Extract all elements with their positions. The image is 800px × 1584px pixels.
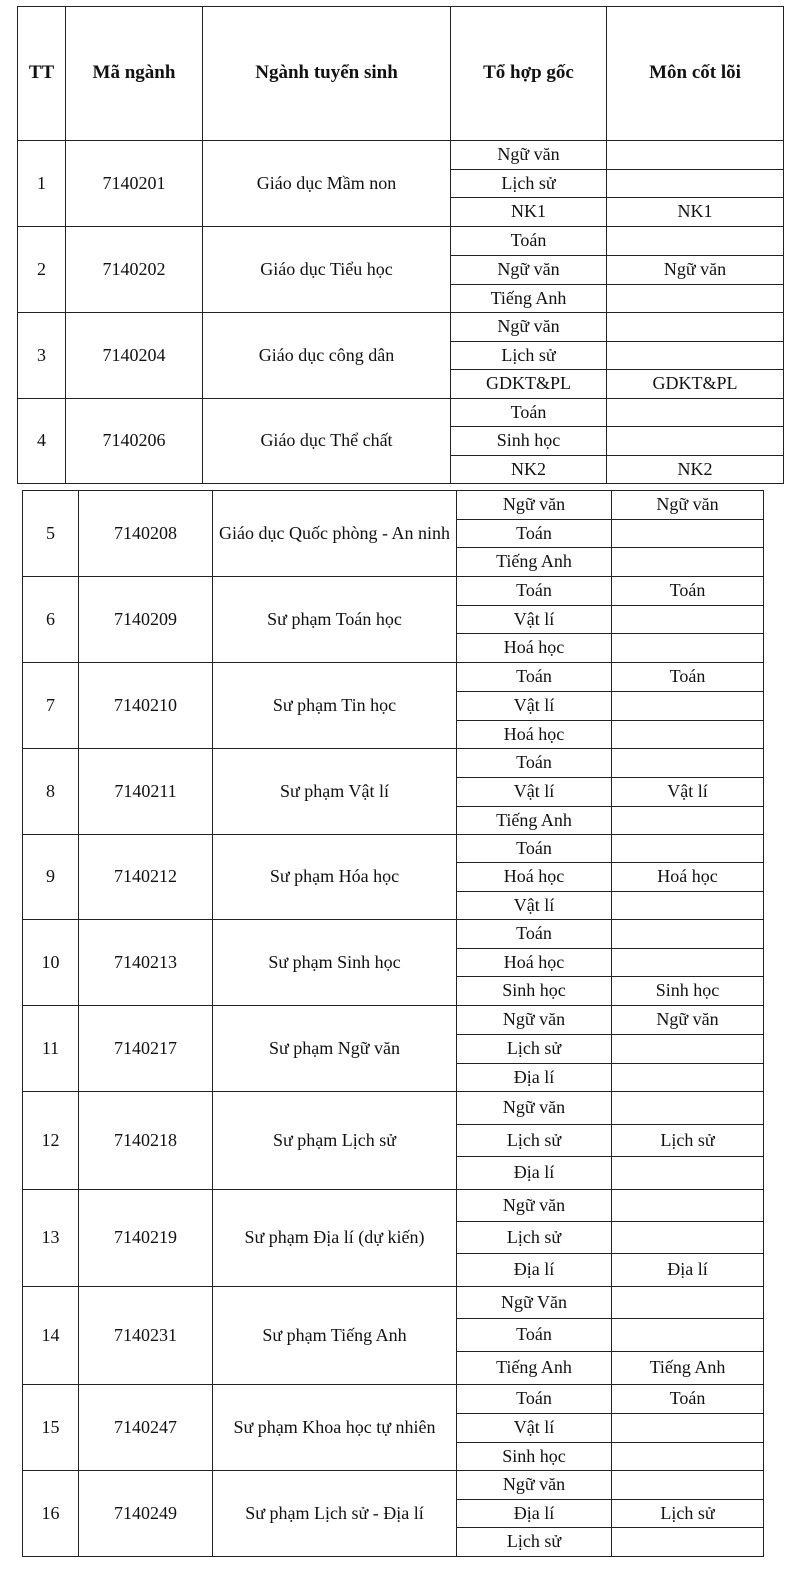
core-subject bbox=[612, 1190, 764, 1222]
table-row bbox=[23, 1287, 764, 1319]
major-name: Giáo dục Tiểu học bbox=[203, 227, 451, 313]
core-subject bbox=[612, 1287, 764, 1319]
combination-subject: Ngữ văn bbox=[451, 256, 607, 285]
major-name: Sư phạm Sinh học bbox=[213, 920, 457, 1006]
core-subject bbox=[612, 1157, 764, 1190]
header-core-subject: Môn cốt lõi bbox=[607, 7, 784, 141]
major-name: Giáo dục công dân bbox=[203, 313, 451, 399]
combination-subject: Địa lí bbox=[457, 1500, 612, 1528]
core-subject: Toán bbox=[612, 663, 764, 692]
major-name: Sư phạm Ngữ văn bbox=[213, 1006, 457, 1092]
combination-subject: Sinh học bbox=[457, 977, 612, 1006]
major-name: Sư phạm Tiếng Anh bbox=[213, 1287, 457, 1385]
admission-table-part-1 bbox=[17, 6, 784, 484]
combination-subject: Toán bbox=[457, 577, 612, 606]
major-code: 7140208 bbox=[79, 491, 213, 577]
table-row bbox=[23, 920, 764, 949]
combination-subject: Toán bbox=[451, 227, 607, 256]
combination-subject: Hoá học bbox=[457, 721, 612, 749]
combination-subject: Ngữ văn bbox=[457, 1092, 612, 1125]
core-subject: Vật lí bbox=[612, 778, 764, 807]
table-row bbox=[23, 1092, 764, 1125]
core-subject: Địa lí bbox=[612, 1254, 764, 1287]
core-subject bbox=[607, 342, 784, 370]
major-code: 7140213 bbox=[79, 920, 213, 1006]
combination-subject: Toán bbox=[457, 749, 612, 778]
combination-subject: Hoá học bbox=[457, 863, 612, 892]
combination-subject: Vật lí bbox=[457, 778, 612, 807]
major-code: 7140231 bbox=[79, 1287, 213, 1385]
combination-subject: Ngữ văn bbox=[457, 491, 612, 520]
combination-subject: Lịch sử bbox=[457, 1222, 612, 1254]
combination-subject: Vật lí bbox=[457, 606, 612, 634]
core-subject bbox=[612, 548, 764, 577]
core-subject bbox=[612, 1528, 764, 1557]
major-name: Sư phạm Toán học bbox=[213, 577, 457, 663]
core-subject bbox=[612, 721, 764, 749]
major-code: 7140218 bbox=[79, 1092, 213, 1190]
core-subject bbox=[612, 1319, 764, 1352]
core-subject: Ngữ văn bbox=[607, 256, 784, 285]
major-code: 7140204 bbox=[66, 313, 203, 399]
core-subject bbox=[612, 1035, 764, 1064]
core-subject bbox=[612, 1443, 764, 1471]
combination-subject: Ngữ văn bbox=[451, 313, 607, 342]
table-body-part-2 bbox=[23, 491, 764, 1557]
combination-subject: Lịch sử bbox=[457, 1035, 612, 1064]
combination-subject: Toán bbox=[457, 835, 612, 863]
major-name: Sư phạm Tin học bbox=[213, 663, 457, 749]
table-row bbox=[23, 835, 764, 863]
major-code: 7140219 bbox=[79, 1190, 213, 1287]
combination-subject: NK1 bbox=[451, 198, 607, 227]
combination-subject: Hoá học bbox=[457, 949, 612, 977]
core-subject bbox=[607, 427, 784, 456]
major-code: 7140209 bbox=[79, 577, 213, 663]
admission-table-part-2 bbox=[22, 490, 764, 1557]
combination-subject: Lịch sử bbox=[457, 1125, 612, 1157]
combination-subject: Tiếng Anh bbox=[457, 548, 612, 577]
combination-subject: Vật lí bbox=[457, 692, 612, 721]
major-name: Sư phạm Hóa học bbox=[213, 835, 457, 920]
core-subject bbox=[612, 807, 764, 835]
core-subject bbox=[612, 634, 764, 663]
core-subject bbox=[607, 285, 784, 313]
combination-subject: Lịch sử bbox=[451, 342, 607, 370]
major-code: 7140249 bbox=[79, 1471, 213, 1557]
major-code: 7140201 bbox=[66, 141, 203, 227]
combination-subject: Toán bbox=[457, 663, 612, 692]
core-subject bbox=[612, 692, 764, 721]
combination-subject: Toán bbox=[457, 920, 612, 949]
core-subject bbox=[612, 749, 764, 778]
core-subject bbox=[607, 399, 784, 427]
table-row bbox=[23, 577, 764, 606]
combination-subject: Ngữ văn bbox=[457, 1006, 612, 1035]
combination-subject: GDKT&PL bbox=[451, 370, 607, 399]
core-subject: NK2 bbox=[607, 456, 784, 484]
combination-subject: NK2 bbox=[451, 456, 607, 484]
row-number: 14 bbox=[23, 1287, 79, 1385]
core-subject: Lịch sử bbox=[612, 1500, 764, 1528]
core-subject bbox=[612, 920, 764, 949]
combination-subject: Lịch sử bbox=[451, 170, 607, 198]
core-subject: Toán bbox=[612, 577, 764, 606]
core-subject bbox=[612, 1092, 764, 1125]
combination-subject: Hoá học bbox=[457, 634, 612, 663]
major-name: Sư phạm Lịch sử bbox=[213, 1092, 457, 1190]
combination-subject: Sinh học bbox=[451, 427, 607, 456]
combination-subject: Toán bbox=[457, 1319, 612, 1352]
combination-subject: Lịch sử bbox=[457, 1528, 612, 1557]
major-name: Giáo dục Mầm non bbox=[203, 141, 451, 227]
row-number: 11 bbox=[23, 1006, 79, 1092]
major-name: Sư phạm Địa lí (dự kiến) bbox=[213, 1190, 457, 1287]
core-subject bbox=[607, 141, 784, 170]
major-code: 7140210 bbox=[79, 663, 213, 749]
core-subject: Lịch sử bbox=[612, 1125, 764, 1157]
combination-subject: Ngữ Văn bbox=[457, 1287, 612, 1319]
row-number: 13 bbox=[23, 1190, 79, 1287]
header-tt: TT bbox=[18, 7, 66, 141]
table-row bbox=[18, 399, 784, 427]
combination-subject: Địa lí bbox=[457, 1157, 612, 1190]
header-major-name: Ngành tuyển sinh bbox=[203, 7, 451, 141]
combination-subject: Ngữ văn bbox=[451, 141, 607, 170]
table-row bbox=[18, 141, 784, 170]
core-subject: Tiếng Anh bbox=[612, 1352, 764, 1385]
combination-subject: Tiếng Anh bbox=[457, 1352, 612, 1385]
row-number: 12 bbox=[23, 1092, 79, 1190]
table-row bbox=[23, 1385, 764, 1414]
row-number: 16 bbox=[23, 1471, 79, 1557]
core-subject: Toán bbox=[612, 1385, 764, 1414]
core-subject bbox=[607, 313, 784, 342]
core-subject: Ngữ văn bbox=[612, 1006, 764, 1035]
core-subject bbox=[607, 227, 784, 256]
core-subject: NK1 bbox=[607, 198, 784, 227]
core-subject bbox=[612, 835, 764, 863]
major-code: 7140217 bbox=[79, 1006, 213, 1092]
core-subject bbox=[612, 949, 764, 977]
table-row bbox=[18, 313, 784, 342]
core-subject bbox=[612, 1471, 764, 1500]
combination-subject: Ngữ văn bbox=[457, 1190, 612, 1222]
row-number: 6 bbox=[23, 577, 79, 663]
major-code: 7140202 bbox=[66, 227, 203, 313]
core-subject: Hoá học bbox=[612, 863, 764, 892]
row-number: 9 bbox=[23, 835, 79, 920]
table-row bbox=[18, 227, 784, 256]
combination-subject: Sinh học bbox=[457, 1443, 612, 1471]
core-subject bbox=[607, 170, 784, 198]
core-subject bbox=[612, 892, 764, 920]
combination-subject: Toán bbox=[457, 1385, 612, 1414]
combination-subject: Toán bbox=[457, 520, 612, 548]
row-number: 5 bbox=[23, 491, 79, 577]
table-row bbox=[23, 491, 764, 520]
core-subject bbox=[612, 1222, 764, 1254]
row-number: 10 bbox=[23, 920, 79, 1006]
major-name: Sư phạm Lịch sử - Địa lí bbox=[213, 1471, 457, 1557]
header-major-code: Mã ngành bbox=[66, 7, 203, 141]
row-number: 8 bbox=[23, 749, 79, 835]
major-name: Giáo dục Quốc phòng - An ninh bbox=[213, 491, 457, 577]
row-number: 1 bbox=[18, 141, 66, 227]
major-code: 7140212 bbox=[79, 835, 213, 920]
core-subject: Ngữ văn bbox=[612, 491, 764, 520]
core-subject bbox=[612, 606, 764, 634]
row-number: 3 bbox=[18, 313, 66, 399]
combination-subject: Vật lí bbox=[457, 892, 612, 920]
core-subject bbox=[612, 520, 764, 548]
table-row bbox=[23, 1190, 764, 1222]
major-code: 7140211 bbox=[79, 749, 213, 835]
major-code: 7140206 bbox=[66, 399, 203, 484]
core-subject: Sinh học bbox=[612, 977, 764, 1006]
combination-subject: Toán bbox=[451, 399, 607, 427]
combination-subject: Vật lí bbox=[457, 1414, 612, 1443]
row-number: 15 bbox=[23, 1385, 79, 1471]
major-name: Giáo dục Thể chất bbox=[203, 399, 451, 484]
core-subject bbox=[612, 1414, 764, 1443]
row-number: 2 bbox=[18, 227, 66, 313]
combination-subject: Ngữ văn bbox=[457, 1471, 612, 1500]
combination-subject: Tiếng Anh bbox=[451, 285, 607, 313]
core-subject bbox=[612, 1064, 764, 1092]
row-number: 4 bbox=[18, 399, 66, 484]
table-row bbox=[23, 749, 764, 778]
combination-subject: Địa lí bbox=[457, 1064, 612, 1092]
table-header-row bbox=[18, 7, 784, 141]
core-subject: GDKT&PL bbox=[607, 370, 784, 399]
table-row bbox=[23, 663, 764, 692]
header-subject-combination: Tổ hợp gốc bbox=[451, 7, 607, 141]
major-name: Sư phạm Khoa học tự nhiên bbox=[213, 1385, 457, 1471]
table-row bbox=[23, 1471, 764, 1500]
table-row bbox=[23, 1006, 764, 1035]
combination-subject: Địa lí bbox=[457, 1254, 612, 1287]
combination-subject: Tiếng Anh bbox=[457, 807, 612, 835]
major-code: 7140247 bbox=[79, 1385, 213, 1471]
table-body-part-1 bbox=[18, 141, 784, 484]
row-number: 7 bbox=[23, 663, 79, 749]
major-name: Sư phạm Vật lí bbox=[213, 749, 457, 835]
